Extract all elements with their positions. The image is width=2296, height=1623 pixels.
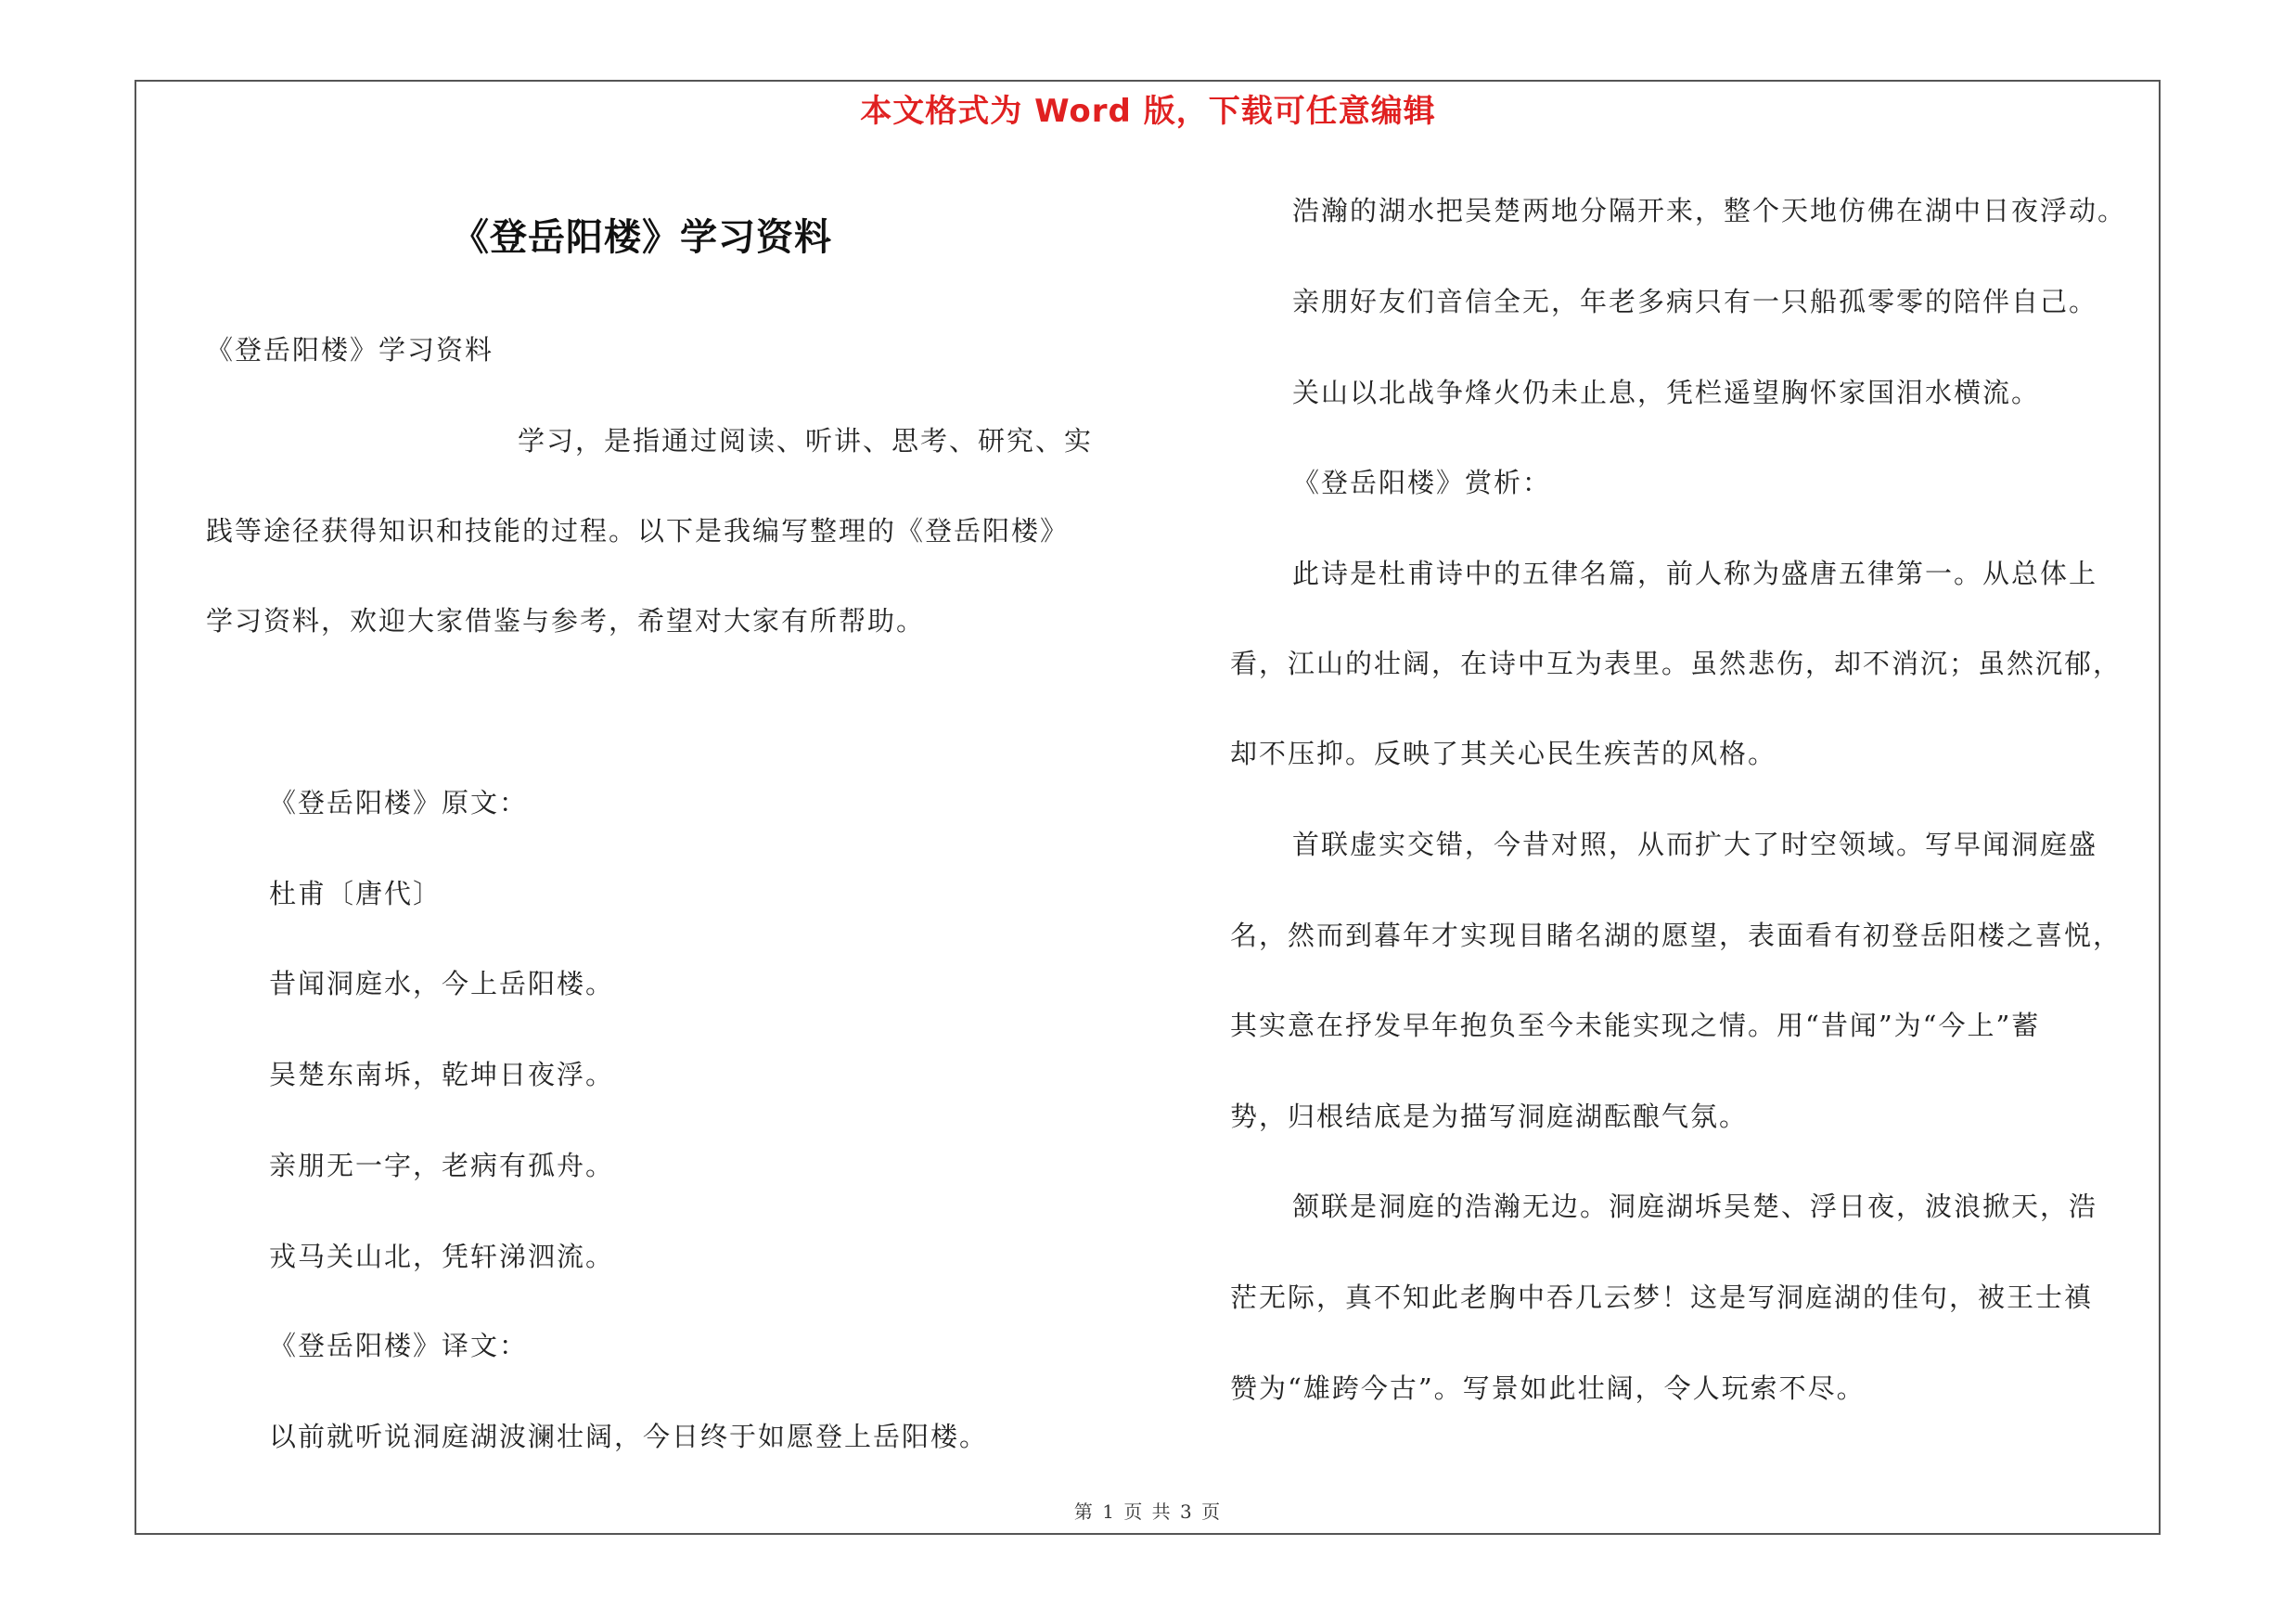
analysis-para3-line-3: 赞为“雄跨今古”。写景如此壮阔，令人玩索不尽。 [1230, 1372, 1866, 1404]
translation-line-2: 浩瀚的湖水把吴楚两地分隔开来，整个天地仿佛在湖中日夜浮动。 [1292, 195, 2127, 226]
analysis-para2-line-2: 名，然而到暮年才实现目睹名湖的愿望，表面看有初登岳阳楼之喜悦， [1230, 920, 2123, 951]
analysis-para1-line-3: 却不压抑。反映了其关心民生疾苦的风格。 [1230, 738, 1777, 769]
analysis-para1-line-1: 此诗是杜甫诗中的五律名篇，前人称为盛唐五律第一。从总体上 [1292, 558, 2098, 589]
subtitle: 《登岳阳楼》学习资料 [206, 334, 494, 366]
analysis-para2-line-1: 首联虚实交错，今昔对照，从而扩大了时空领域。写早闻洞庭盛 [1292, 829, 2098, 860]
page-number-footer: 第 1 页 共 3 页 [1073, 1501, 1223, 1523]
translation-line-4: 关山以北战争烽火仍未止息，凭栏遥望胸怀家国泪水横流。 [1292, 377, 2041, 408]
analysis-para2-line-4: 势，归根结底是为描写洞庭湖酝酿气氛。 [1230, 1101, 1749, 1132]
document-title: 《登岳阳楼》学习资料 [452, 216, 832, 259]
analysis-para3-line-1: 颔联是洞庭的浩瀚无边。洞庭湖坼吴楚、浮日夜，波浪掀天，浩 [1292, 1191, 2098, 1222]
intro-line-2: 践等途径获得知识和技能的过程。以下是我编写整理的《登岳阳楼》 [206, 515, 1070, 547]
translation-line-3: 亲朋好友们音信全无，年老多病只有一只船孤零零的陪伴自己。 [1292, 286, 2098, 317]
poem-line-4: 戎马关山北，凭轩涕泗流。 [269, 1241, 615, 1272]
translation-line-1: 以前就听说洞庭湖波澜壮阔，今日终于如愿登上岳阳楼。 [269, 1421, 989, 1452]
analysis-para3-line-2: 茫无际，真不知此老胸中吞几云梦！这是写洞庭湖的佳句，被王士禛 [1230, 1282, 2094, 1313]
poem-line-3: 亲朋无一字，老病有孤舟。 [269, 1150, 615, 1181]
intro-line-3: 学习资料，欢迎大家借鉴与参考，希望对大家有所帮助。 [206, 605, 926, 637]
original-heading: 《登岳阳楼》原文： [269, 787, 529, 818]
poem-line-2: 吴楚东南坼，乾坤日夜浮。 [269, 1059, 615, 1090]
analysis-para2-line-3: 其实意在抒发早年抱负至今未能实现之情。用“昔闻”为“今上”蓄 [1230, 1010, 2041, 1041]
translation-heading: 《登岳阳楼》译文： [269, 1330, 529, 1361]
analysis-para1-line-2: 看，江山的壮阔，在诗中互为表里。虽然悲伤，却不消沉；虽然沉郁， [1230, 648, 2123, 679]
intro-line-1: 学习，是指通过阅读、听讲、思考、研究、实 [518, 425, 1094, 457]
analysis-heading: 《登岳阳楼》赏析： [1292, 467, 1552, 498]
word-format-banner: 本文格式为 Word 版，下载可任意编辑 [860, 93, 1436, 130]
poem-line-1: 昔闻洞庭水，今上岳阳楼。 [269, 968, 615, 999]
poem-author: 杜甫〔唐代〕 [269, 878, 443, 909]
